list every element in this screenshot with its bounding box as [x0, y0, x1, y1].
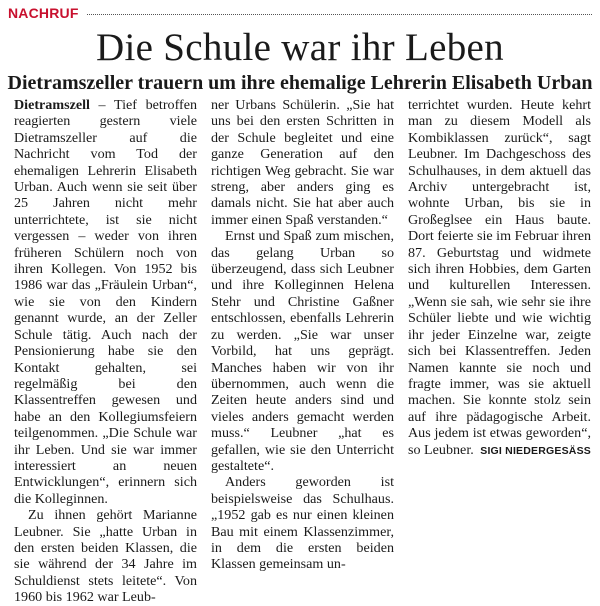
paragraph: Anders geworden ist beispielsweise das Schulhaus. „1952 gab es nur einen kleinen Bau mit einem Klassenzimmer, in dem die ersten beiden Klassen gemeinsam un- — [211, 474, 394, 573]
subheadline: Dietramszeller trauern um ihre ehemalige Lehrerin Elisabeth Urban — [7, 72, 593, 94]
article-columns — [14, 97, 592, 606]
paragraph-text: terrichtet wurden. Heute kehrt man zu diesem Modell als Kombiklassen zurück“, sagt Leubner. Im Dachgeschoss des Schulhauses, in dem aktuell das Archiv untergebracht ist, wohnte Urban, bis sie in Großeglsee ein Haus baute. Dort feierte sie im Februar ihren 87. Geburtstag und widmete sich ihren Hobbies, dem Garten und kulturellen Interessen. „Wenn sie sah, wie sehr sie ihre Schüler liebte und wie wichtig ihr jeder Einzelne war, zeigte sich bei Klassentreffen. Jeden Namen kannte sie noch und fragte immer, was sie aktuell machen. Sie konnte stolz sein auf ihre pädagogische Arbeit. Aus jedem ist etwas geworden“, so Leubner. — [408, 97, 591, 458]
paragraph: Zu ihnen gehört Marianne Leubner. Sie „hatte Urban in den ersten beiden Klassen, die sie während der 34 Jahre im Schuldienst stets leitete“. Von 1960 bis 1962 war Leub- — [14, 507, 197, 606]
kicker-row — [8, 4, 592, 22]
column-3 — [408, 97, 591, 555]
kicker-rule — [87, 14, 592, 15]
paragraph — [14, 97, 197, 507]
paragraph: ner Urbans Schülerin. „Sie hat uns bei den ersten Schritten in der Schule begleitet und eine ganze Generation auf den richtigen Weg gebracht. Sie war streng, aber anders ging es damals nicht. Sie hat aber auch immer einen Spaß verstanden.“ — [211, 97, 394, 228]
paragraph — [408, 97, 591, 458]
paragraph-text: – Tief betroffen reagierten gestern viele Dietramszeller auf die Nachricht vom Tod der ehemaligen Lehrerin Elisabeth Urban. Auch wenn sie seit über 25 Jahren nicht mehr unterrichtete, ist sie nicht vergessen – weder von ihren früheren Schülern noch von ihren Kollegen. Von 1952 bis 1986 war das „Fräulein Urban“, wie sie von den Kindern genannt wurde, an der Zeller Schule tätig. Auch nach der Pensionierung habe sie den Kontakt gehalten, sei regelmäßig bei den Klassentreffen gewesen und habe an den Kollegiumsfeiern teilgenommen. „Die Schule war ihr Leben. Und sie war immer interessiert an neuen Entwicklungen“, erinnern sich die Kolleginnen. — [14, 97, 197, 507]
paragraph: Ernst und Spaß zum mischen, das gelang Urban so überzeugend, dass sich Leubner und ihre Kolleginnen Helena Stehr und Christine Gaßner entschlossen, ebenfalls Lehrerin zu werden. „Sie war unser Vorbild, hat uns geprägt. Manches haben wir von ihr übernommen, auch wenn die Zeiten heute anders sind und vieles anders gemacht werden muss.“ Leubner „hat es gefallen, wie sie den Unterricht gestaltete“. — [211, 228, 394, 474]
kicker: NACHRUF — [8, 5, 79, 21]
column-1 — [14, 97, 197, 606]
author-byline: SIGI NIEDERGESÄSS — [480, 444, 591, 457]
headline: Die Schule war ihr Leben — [96, 26, 504, 69]
dateline: Dietramszell — [14, 97, 90, 113]
column-2 — [211, 97, 394, 573]
